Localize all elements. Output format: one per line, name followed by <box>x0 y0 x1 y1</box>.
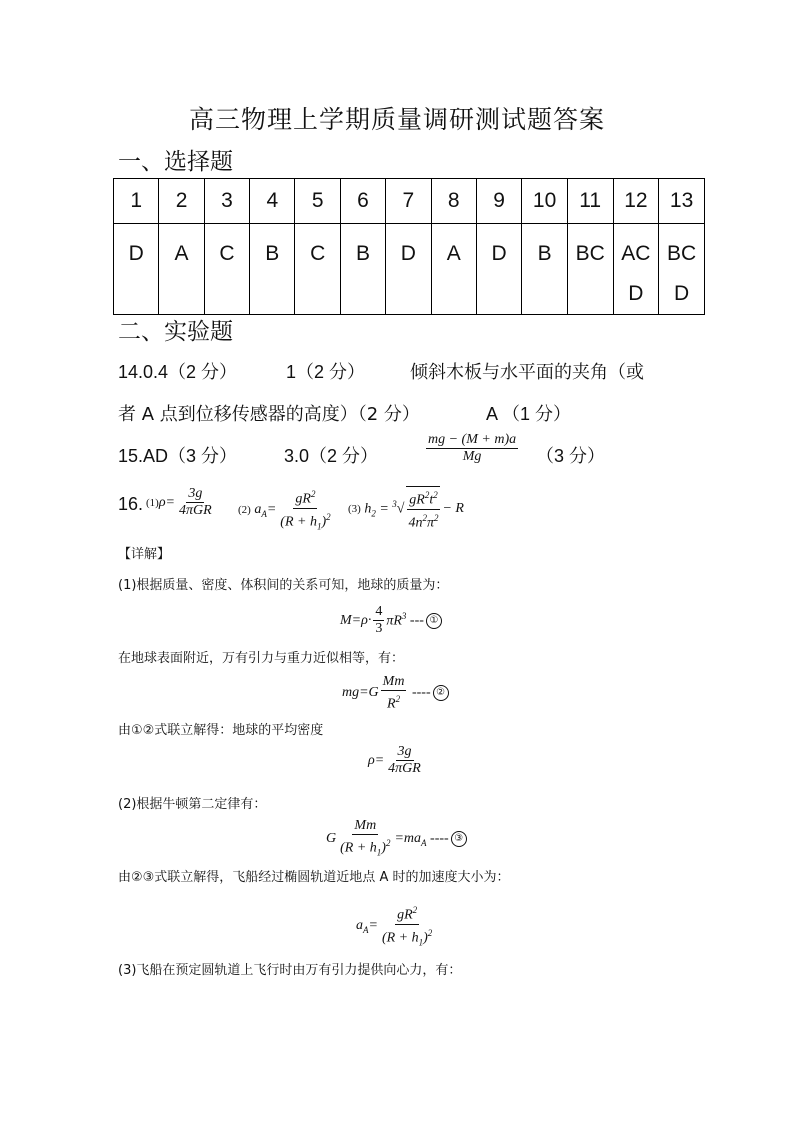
question-number: 9 <box>476 179 521 224</box>
question-number: 8 <box>431 179 476 224</box>
q14-answer-e: A （1 分） <box>486 404 572 424</box>
q14-answer-b: 1（2 分） <box>286 362 366 382</box>
q15-answer-a: 15.AD（3 分） <box>118 446 238 466</box>
question-number: 13 <box>659 179 705 224</box>
q15-answer-b: 3.0（2 分） <box>284 446 379 466</box>
formula-acceleration: $a_A=$ $\frac{gR^2}{(R + h_1)^2}$ <box>356 902 436 950</box>
detail-text-4: (2)根据牛顿第二定律有： <box>118 797 267 812</box>
q16-formula-3: (3) $h_2 = ^3√$ $\frac{gR^2t^2}{4n^2\pi^2}$ − R <box>348 486 464 531</box>
answer-cell: C <box>204 224 249 315</box>
q16-formula-1: (1) ρ= $\frac{3g}{\text{4πGR}}$ <box>146 486 212 518</box>
question-number: 2 <box>159 179 204 224</box>
page-title: 高三物理上学期质量调研测试题答案 <box>188 105 605 134</box>
answer-cell: D <box>114 224 159 315</box>
equation-mark-1: ① <box>426 613 442 629</box>
question-number: 1 <box>114 179 159 224</box>
question-number: 12 <box>613 179 659 224</box>
q16-part-1: (1) <box>146 496 159 509</box>
answer-cell: D <box>476 224 521 315</box>
q16-part-3: (3) <box>348 502 361 515</box>
formula-newton-second-law: G $\frac{Mm}{(R + h_1)^2}$ $=ma_A$ ---- ③ <box>326 818 467 860</box>
question-number: 5 <box>295 179 340 224</box>
answer-table-number-row <box>114 179 705 224</box>
detail-text-1: (1)根据质量、密度、体积间的关系可知，地球的质量为： <box>118 578 449 593</box>
equation-mark-3: ③ <box>451 831 467 847</box>
detail-text-3: 由①②式联立解得：地球的平均密度 <box>118 723 324 738</box>
answer-cell: D <box>386 224 431 315</box>
q14-answer-c: 倾斜木板与水平面的夹角（或 <box>410 362 644 383</box>
section-experiment-heading: 二、实验题 <box>118 319 233 345</box>
detail-header: 【详解】 <box>118 547 171 562</box>
q16-formula-2: (2) $a_A=$ $\frac{gR^2}{(R + h_1)^2}$ <box>238 486 335 534</box>
formula-density: ρ= $\frac{3g}{\text{4πGR}}$ <box>368 744 421 776</box>
detail-text-2: 在地球表面附近，万有引力与重力近似相等，有： <box>118 651 405 666</box>
answer-cell: B <box>250 224 295 315</box>
question-number: 10 <box>522 179 568 224</box>
answer-cell: BC <box>567 224 613 315</box>
answer-table <box>113 178 705 315</box>
q16-part-2: (2) <box>238 504 251 517</box>
detail-text-6: (3)飞船在预定圆轨道上飞行时由万有引力提供向心力，有： <box>118 963 462 978</box>
q16-number: 16. <box>118 494 144 514</box>
q15-answer-c: （3 分） <box>536 446 606 466</box>
formula-gravity-weight: mg=G $\frac{Mm}{R^2}$ ---- ② <box>342 674 449 713</box>
detail-text-5: 由②③式联立解得，飞船经过椭圆轨道近地点 A 时的加速度大小为： <box>118 870 510 885</box>
answer-cell: BC D <box>659 224 705 315</box>
answer-cell: A <box>159 224 204 315</box>
q14-answer-d: 者 A 点到位移传感器的高度）（2 分） <box>118 404 420 425</box>
formula-earth-mass: M=ρ· $\frac{4}{3}$ $\pi R^3$ --- ① <box>340 604 442 637</box>
q15-formula: $\frac{mg - (M + m)a}{Mg}$ <box>428 432 517 464</box>
answer-cell: B <box>340 224 385 315</box>
question-number: 11 <box>567 179 613 224</box>
question-number: 4 <box>250 179 295 224</box>
answer-cell: C <box>295 224 340 315</box>
answer-cell: A <box>431 224 476 315</box>
q14-answer-a: 14.0.4（2 分） <box>118 362 238 382</box>
question-number: 7 <box>386 179 431 224</box>
equation-mark-2: ② <box>433 685 449 701</box>
answer-cell: B <box>522 224 568 315</box>
question-number: 6 <box>340 179 385 224</box>
question-number: 3 <box>204 179 249 224</box>
answer-cell: AC D <box>613 224 659 315</box>
answer-table-answer-row <box>114 224 705 315</box>
section-choice-heading: 一、选择题 <box>118 149 233 175</box>
